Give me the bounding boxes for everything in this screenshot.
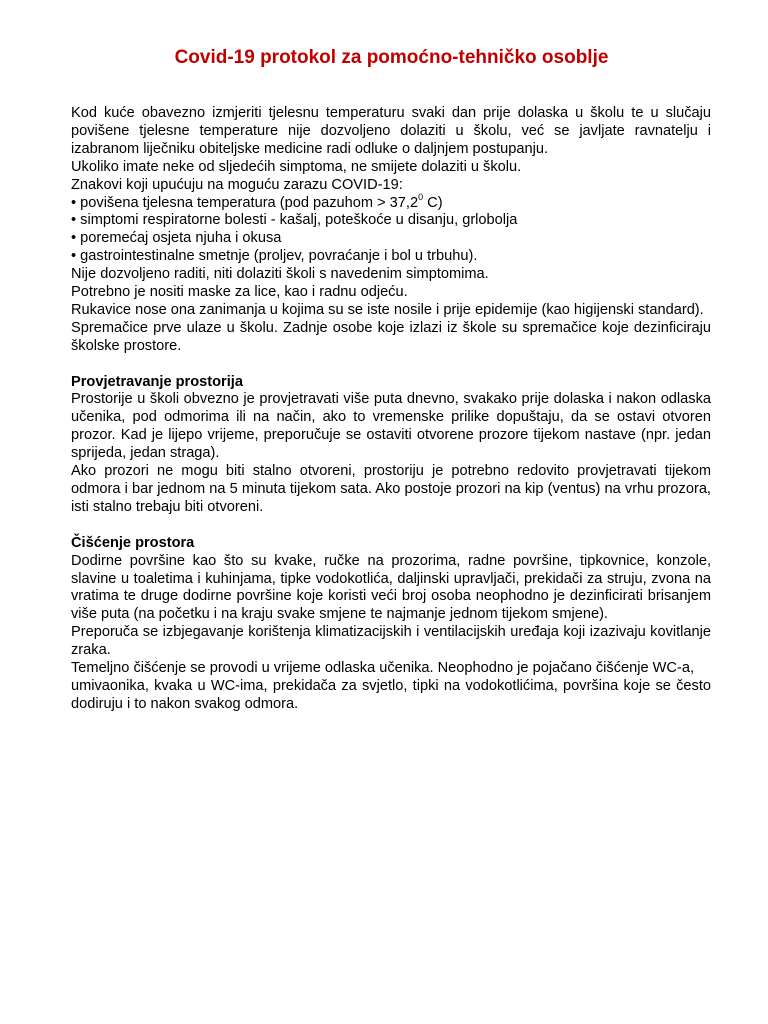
cleaning-paragraph-2: Preporuča se izbjegavanje korištenja klimatizacijskih i ventilacijskih uređaja koji izazivaju kovitlanje zraka. xyxy=(71,624,711,659)
document-title: Covid-19 protokol za pomoćno-tehničko osoblje xyxy=(174,47,609,68)
symptom-bullet-respiratory: • simptomi respiratorne bolesti - kašalj, poteškoće u disanju, grlobolja xyxy=(71,212,518,229)
intro-paragraph-gloves: Rukavice nose ona zanimanja u kojima su se iste nosile i prije epidemije (kao higijenski standard). xyxy=(71,301,704,318)
intro-paragraph-masks: Potrebno je nositi maske za lice, kao i radnu odjeću. xyxy=(71,284,408,301)
degree-superscript: 0 xyxy=(418,191,424,202)
section-spacer xyxy=(71,356,711,374)
symptom-bullet-smell-taste: • poremećaj osjeta njuha i okusa xyxy=(71,230,282,247)
ventilation-paragraph-2: Ako prozori ne mogu biti stalno otvoreni, prostoriju je potrebno redovito provjetravati tijekom odmora i bar jednom na 5 minuta tijekom sata. Ako postoje prozori na kip (ventus) na vrhu prozora, isti stalno trebaju biti otvoreni. xyxy=(71,463,711,515)
symptom-bullet-temperature-unit: C) xyxy=(423,194,443,211)
cleaning-paragraph-4: umivaonika, kvaka u WC-ima, prekidača za svjetlo, tipki na vodokotlićima, površina koje se često dodiruju i to nakon svakog odmora. xyxy=(71,677,711,712)
section-spacer xyxy=(71,517,711,535)
intro-paragraph-signs: Znakovi koji upućuju na moguću zarazu COVID-19: xyxy=(71,176,403,193)
section-heading-ventilation: Provjetravanje prostorija xyxy=(71,373,243,390)
symptom-bullet-gastro: • gastrointestinalne smetnje (proljev, povraćanje i bol u trbuhu). xyxy=(71,248,478,265)
symptom-bullet-temperature-text: • povišena tjelesna temperatura (pod pazuhom > 37,2 xyxy=(71,194,419,211)
ventilation-paragraph-1: Prostorije u školi obvezno je provjetravati više puta dnevno, svakako prije dolaska i nakon odlaska učenika, pod odmorima ili na način, ako to vremenske prilike dopuštaju, da se ostavi otvoren prozor. Kad je lijepo vrijeme, preporučuje se ostaviti otvorene prozore tijekom nastave (npr. jedan sprijeda, jedan straga). xyxy=(71,391,711,462)
intro-paragraph-no-work: Nije dozvoljeno raditi, niti dolaziti školi s navedenim simptomima. xyxy=(71,266,489,283)
cleaning-paragraph-1: Dodirne površine kao što su kvake, ručke na prozorima, radne površine, tipkovnice, konzole, slavine u toaletima i kuhinjama, tipke vodokotlića, daljinski upravljači, prekidači za struju, zvona na vratima te druge dodirne površine koje koristi veći broj osoba neophodno je dezinficirati brisanjem više puta (na početku i na kraju svake smjene te najmanje jednom tijekom smjene). xyxy=(71,552,711,623)
intro-paragraph-cleaners: Spremačice prve ulaze u školu. Zadnje osobe koje izlazi iz škole su spremačice koje dezinficiraju školske prostore. xyxy=(71,319,711,354)
cleaning-paragraph-3: Temeljno čišćenje se provodi u vrijeme odlaska učenika. Neophodno je pojačano čišćenje WC-a, xyxy=(71,660,694,677)
symptom-bullet-temperature xyxy=(71,191,711,213)
document-body xyxy=(71,105,711,714)
intro-paragraph-temperature: Kod kuće obavezno izmjeriti tjelesnu temperaturu svaki dan prije dolaska u školu te u slučaju povišene tjelesne temperature nije dozvoljeno dolaziti u školu, već se javljate ravnatelju i izabranom liječniku obiteljske medicine radi odluke o daljnjem postupanju. xyxy=(71,105,711,157)
section-heading-cleaning: Čišćenje prostora xyxy=(71,534,195,551)
intro-paragraph-symptoms: Ukoliko imate neke od sljedećih simptoma, ne smijete dolaziti u školu. xyxy=(71,158,522,175)
